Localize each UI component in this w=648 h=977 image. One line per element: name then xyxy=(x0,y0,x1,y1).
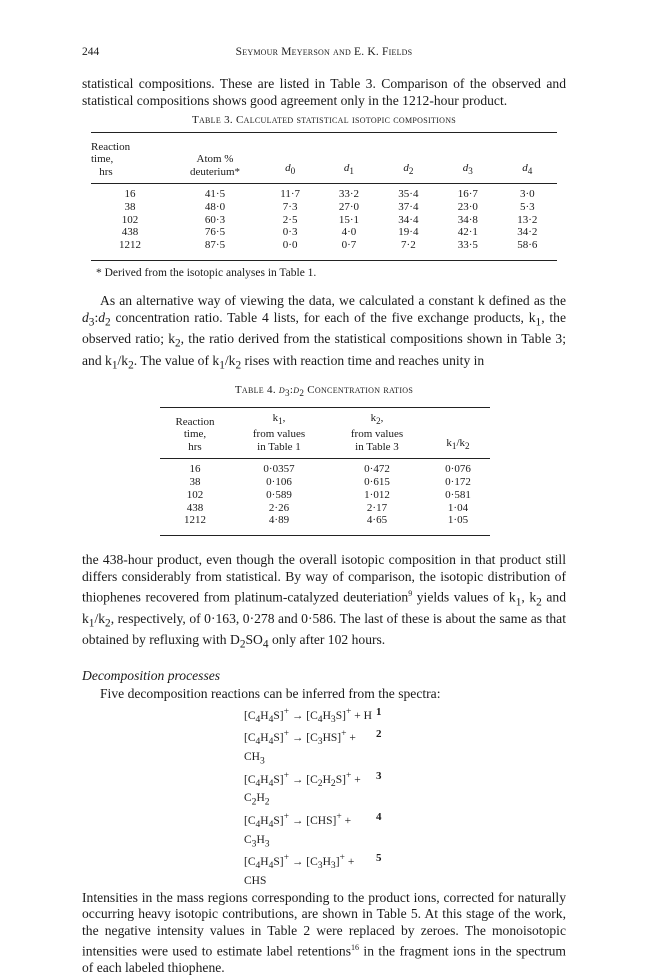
table-cell: 4·65 xyxy=(328,514,426,535)
table-cell: 23·0 xyxy=(457,200,478,213)
table-cell: 1·04 xyxy=(447,501,469,514)
table-cell: 0·172 xyxy=(445,475,471,488)
table-row xyxy=(160,502,490,515)
table-4 xyxy=(160,407,490,536)
col-header-time: Reaction time, hrs xyxy=(175,415,215,453)
table-row xyxy=(160,463,490,476)
col-header-ratio: $k_1/k_2$ xyxy=(446,437,470,452)
table-row xyxy=(91,239,557,260)
table-cell: 16 xyxy=(189,463,201,476)
running-title: Seymour Meyerson and E. K. Fields xyxy=(235,46,413,58)
table-cell: 0·106 xyxy=(266,475,292,488)
table-cell: 58·6 xyxy=(498,239,557,260)
table-cell: 0·076 xyxy=(445,463,471,476)
table-cell: 33·2 xyxy=(338,188,360,201)
reaction-list xyxy=(244,705,566,889)
page xyxy=(82,46,566,977)
table-4-caption: Table 4. $d_3:d_2$ Concentration ratios xyxy=(234,384,414,399)
table-cell: 33·5 xyxy=(438,239,497,260)
table-cell: 0·589 xyxy=(266,488,292,501)
table-cell: 42·1 xyxy=(457,226,478,239)
paragraph-3: the 438-hour product, even though the overall isotopic composition in that product still differs considerably from statistical. By way of comparison, the isotopic distribution of thiophenes recovered from platinum-catalyzed deuteriation$^9$ yields values of $k_1$, $k_2$ and $k_1/k_2$, respectively, of 0·163, 0·278 and 0·586. The last of these is about the same as that obtained by refluxing with $D_2SO_4$ only after 102 hours. xyxy=(82,552,567,651)
table-cell: 1·012 xyxy=(364,488,390,501)
col-header-d1: $d_1$ xyxy=(343,162,354,177)
table-cell: 1212 xyxy=(91,239,169,260)
table-cell: 3·0 xyxy=(519,188,535,201)
col-header-k1: $k_1$, from values in Table 1 xyxy=(252,412,306,453)
table-cell: 37·4 xyxy=(398,200,419,213)
table-row xyxy=(91,188,557,201)
paragraph-4: Five decomposition reactions can be inferred from the spectra: xyxy=(100,685,441,701)
table-cell: 11·7 xyxy=(280,188,300,201)
table-row xyxy=(160,489,490,502)
page-number: 244 xyxy=(82,46,100,58)
col-header-d0: $d_0$ xyxy=(285,162,296,177)
table-cell: 38 xyxy=(124,200,136,213)
table-cell: 7·3 xyxy=(282,200,298,213)
table-row xyxy=(160,476,490,489)
table-3-caption: Table 3. Calculated statistical isotopic compositions xyxy=(191,113,457,126)
reaction-2: $[C_4H_4S]^+ \to [C_3HS]^+ + CH_3$ 2 xyxy=(244,728,382,767)
col-header-k2: $k_2$, from values in Table 3 xyxy=(350,412,404,453)
table-cell: 0·615 xyxy=(364,475,390,488)
table-row xyxy=(160,514,490,535)
table-3-footnote: * Derived from the isotopic analyses in Table 1. xyxy=(96,267,317,280)
reaction-4: $[C_4H_4S]^+ \to [CHS]^+ + C_3H_3$ 4 xyxy=(244,811,382,849)
table-cell: 16 xyxy=(124,188,136,201)
table-cell: 438 xyxy=(186,501,204,514)
reaction-1: $[C_4H_4S]^+ \to [C_4H_3S]^+ + H$ 1 xyxy=(244,705,382,725)
col-header-time: Reaction time, hrs xyxy=(91,140,131,178)
col-header-d3: $d_3$ xyxy=(462,162,473,177)
reaction-3: $[C_4H_4S]^+ \to [C_2H_2S]^+ + C_2H_2$ 3 xyxy=(244,769,382,808)
table-cell: 0·0357 xyxy=(263,463,295,476)
table-cell: 38 xyxy=(189,475,201,488)
table-cell: 4·89 xyxy=(230,514,328,535)
table-cell: 41·5 xyxy=(204,188,226,201)
reaction-5: $[C_4H_4S]^+ \to [C_3H_3]^+$ + CHS 5 xyxy=(244,852,382,888)
table-cell: 60·3 xyxy=(204,213,226,226)
table-cell: 438 xyxy=(121,226,139,239)
table-row xyxy=(91,201,557,214)
table-cell: 0·581 xyxy=(445,488,471,501)
col-header-d2: $d_2$ xyxy=(403,162,414,177)
table-cell: 7·2 xyxy=(379,239,438,260)
paragraph-1: statistical compositions. These are listed in Table 3. Comparison of the observed and statistical compositions shows good agreement only in the 1212-hour product. xyxy=(82,76,566,108)
table-cell: 16·7 xyxy=(457,188,478,201)
table-cell: 0·0 xyxy=(261,239,319,260)
table-cell: 87·5 xyxy=(169,239,261,260)
table-cell: 76·5 xyxy=(204,226,226,239)
table-cell: 1212 xyxy=(160,514,230,535)
table-cell: 0·7 xyxy=(319,239,378,260)
col-header-d4: $d_4$ xyxy=(522,162,533,177)
table-cell: 1·05 xyxy=(426,514,490,535)
table-row xyxy=(91,226,557,239)
table-cell: 35·4 xyxy=(398,188,419,201)
table-cell: 0·472 xyxy=(364,463,390,476)
table-cell: 0·3 xyxy=(282,226,298,239)
table-cell: 102 xyxy=(186,488,204,501)
paragraph-5: Intensities in the mass regions corresponding to the product ions, corrected for naturally occurring heavy isotopic contributions, are shown in Table 5. At this stage of the work, the negative intensity values in Table 2 were replaced by zeroes. The monoisotopic intensities were used to estimate label retentions$^{16}$ in the fragment ions in the spectrum of each labeled thiophene. xyxy=(82,889,566,976)
table-cell: 34·2 xyxy=(517,226,538,239)
table-cell: 13·2 xyxy=(517,213,538,226)
section-title: Decomposition processes xyxy=(82,667,221,683)
col-header-atom: Atom % deuterium* xyxy=(189,153,241,178)
table-cell: 5·3 xyxy=(519,200,535,213)
table-cell: 34·8 xyxy=(457,213,478,226)
table-cell: 15·1 xyxy=(338,213,360,226)
table-cell: 19·4 xyxy=(398,226,419,239)
table-cell: 34·4 xyxy=(398,213,419,226)
table-cell: 48·0 xyxy=(204,200,226,213)
table-cell: 102 xyxy=(121,213,139,226)
table-cell: 27·0 xyxy=(338,200,360,213)
table-cell: 2·26 xyxy=(268,501,290,514)
table-cell: 2·17 xyxy=(366,501,388,514)
paragraph-2: As an alternative way of viewing the data, we calculated a constant k defined as the $d_3:d_2$ concentration ratio. Table 4 lists, for each of the five exchange products, $k_1$, the observed ratio; $k_2$, the ratio derived from the statistical compositions shown in Table 3; and $k_1/k_2$. The value of $k_1/k_2$ rises with reaction time and reaches unity in xyxy=(82,293,567,372)
table-row xyxy=(91,214,557,227)
table-3 xyxy=(91,132,557,261)
table-cell: 2·5 xyxy=(282,213,298,226)
table-cell: 4·0 xyxy=(341,226,357,239)
page-header xyxy=(82,46,566,62)
